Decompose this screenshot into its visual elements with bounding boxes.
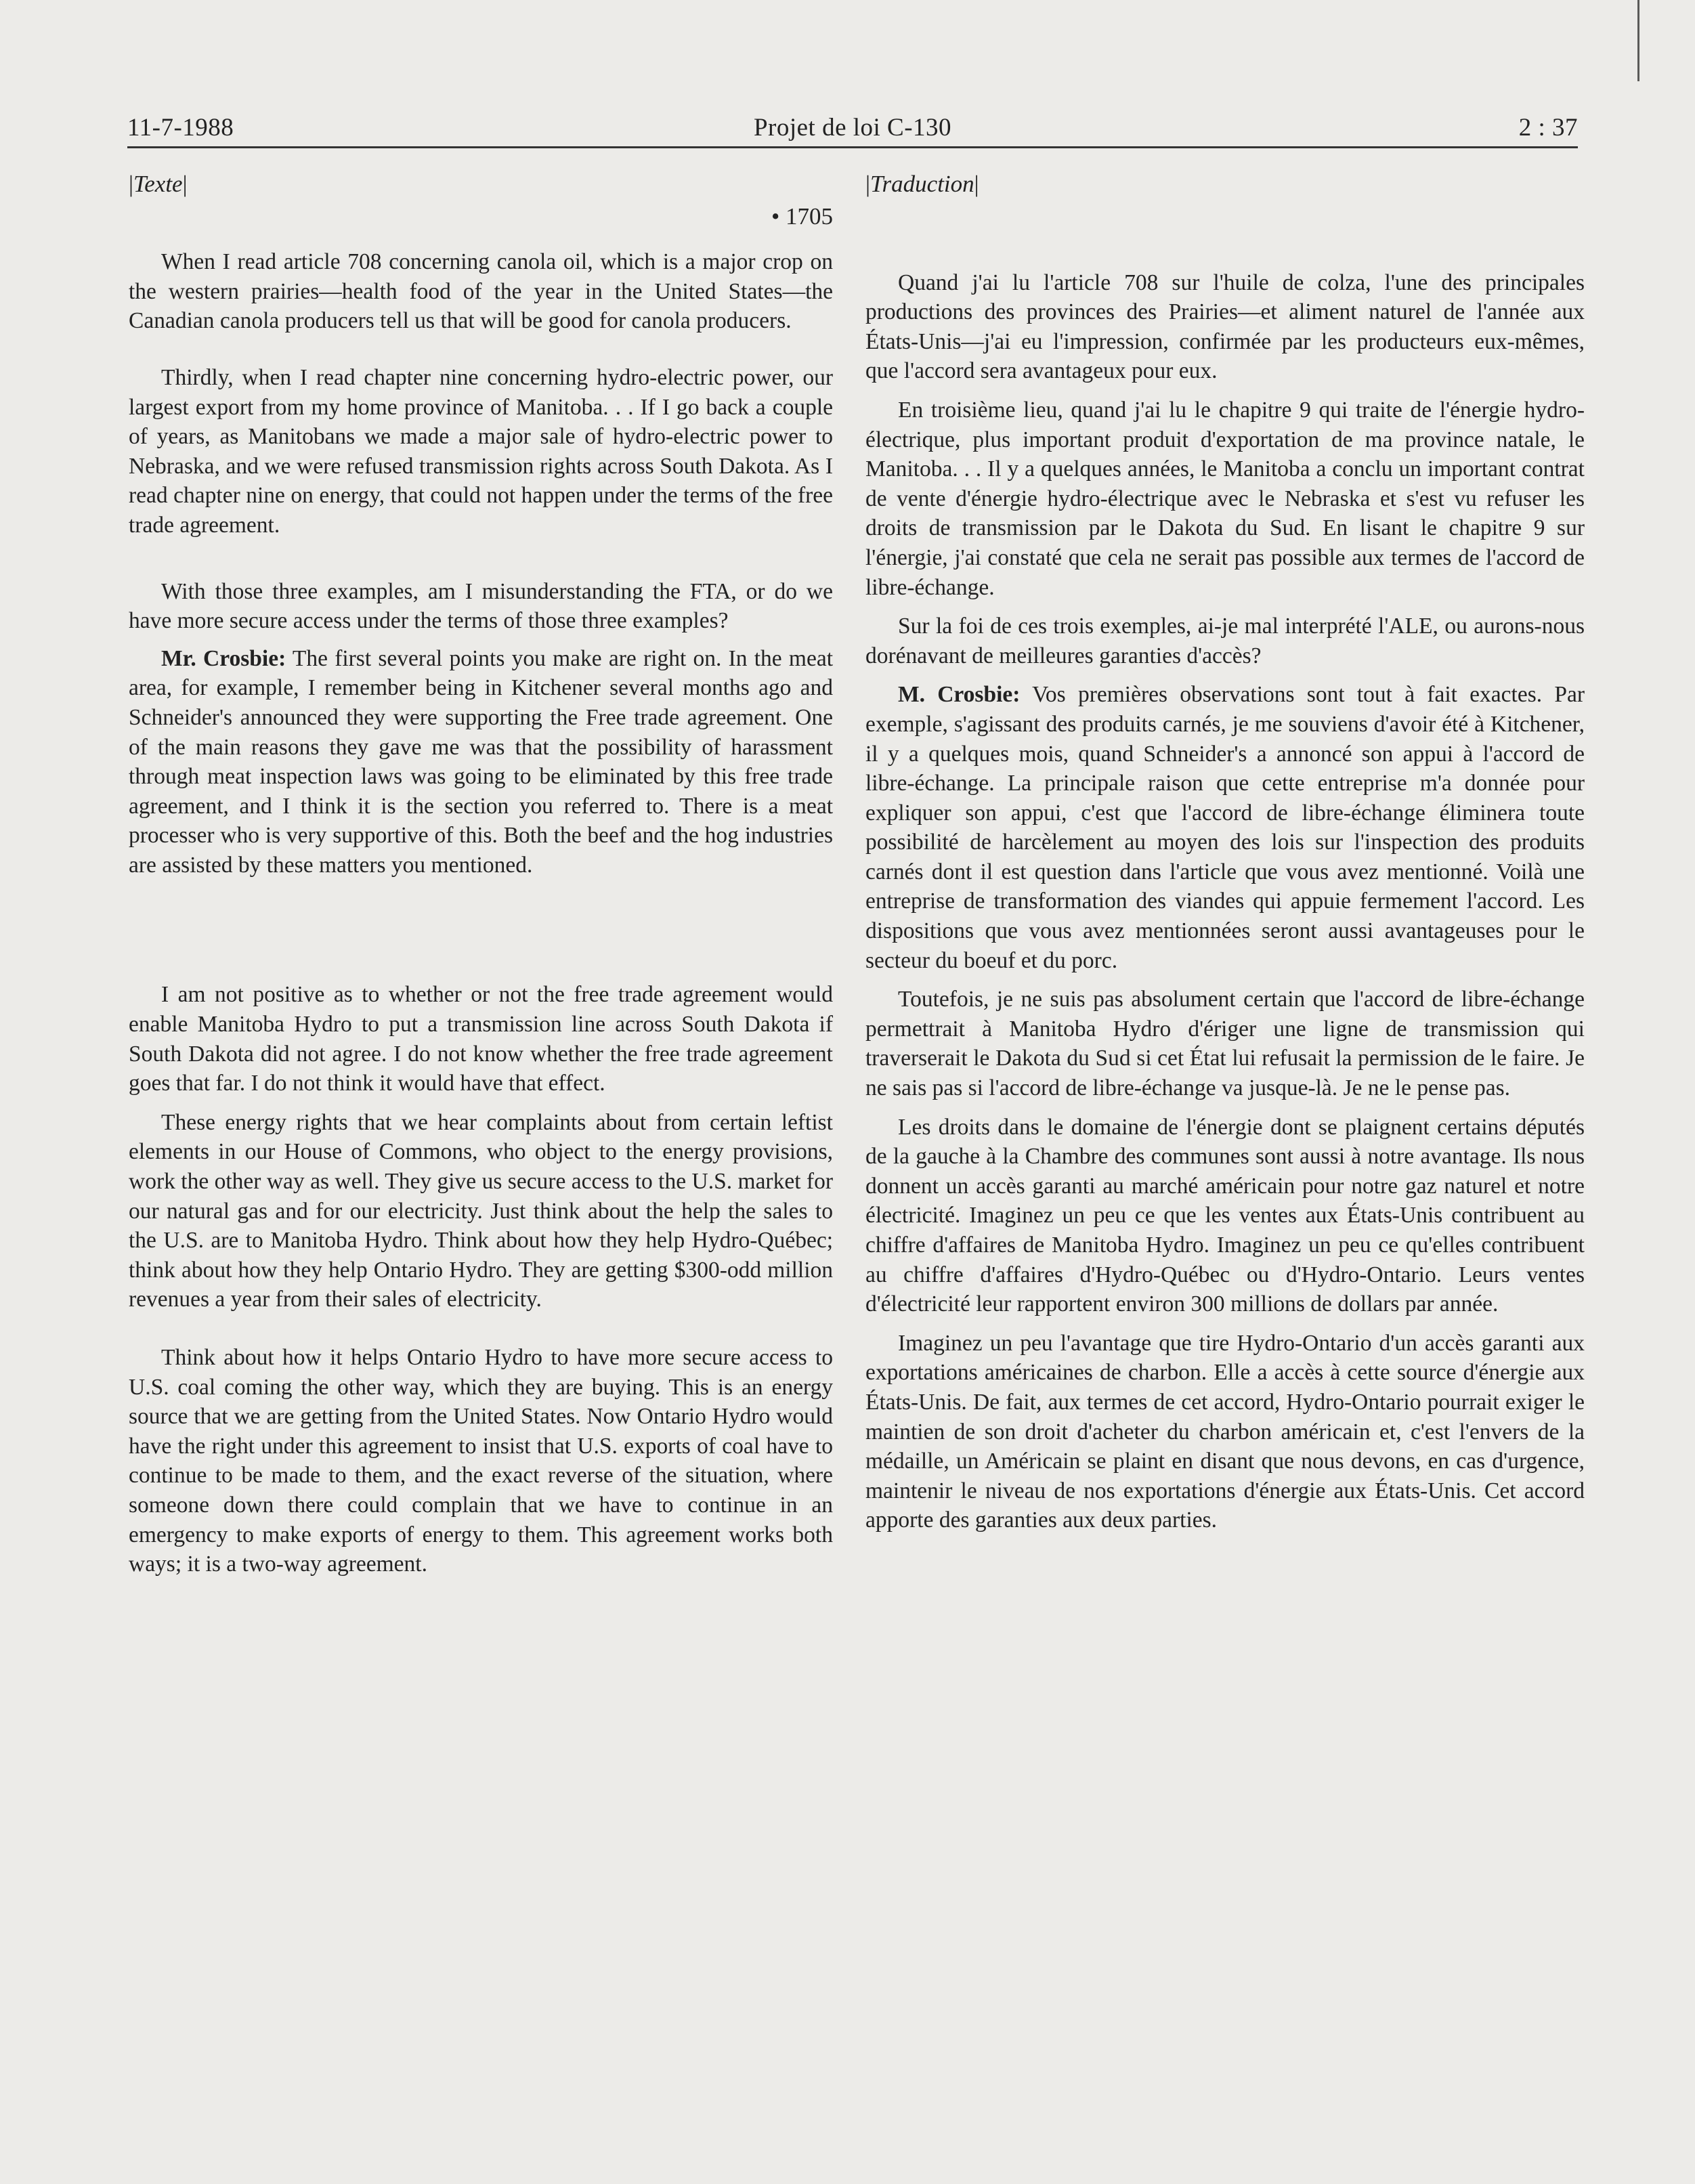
french-paragraph-3: Sur la foi de ces trois exemples, ai-je mal interprété l'ALE, ou aurons-nous dorénavant de meilleures garanties d'accès? — [865, 614, 1585, 668]
french-column-label: |Traduction| — [865, 171, 979, 197]
header-title: Projet de loi C-130 — [753, 114, 952, 142]
time-stamp: • 1705 — [771, 202, 833, 230]
header-page-number: 2 : 37 — [1518, 114, 1578, 142]
english-paragraph-6: These energy rights that we hear complaints about from certain leftist elements in our House of Commons, who object to the energy provisions, work the other way as well. They give us secure access to the U.S. market for our natural gas and for our electricity. Just think about the help the sales to the U.S. are to Manitoba Hydro. Think about how they help Hydro-Québec; think about how they help Ontario Hydro. They are getting $300-odd million revenues a year from their sales of electricity. — [129, 1109, 833, 1312]
page-edge-line — [1637, 0, 1639, 81]
speaker-name: Mr. Crosbie: — [161, 645, 286, 671]
french-paragraph-7: Imaginez un peu l'avantage que tire Hydro-Ontario d'un accès garanti aux exportations américaines de charbon. Elle a accès à cette source d'énergie aux États-Unis. De fait, aux termes de cet accord, Hydro-Ontario pourrait exiger le maintien de son droit d'acheter du charbon américain et, c'est l'envers de la médaille, un Américain se plaint en disant que nous devons, en cas d'urgence, maintenir le niveau de nos exportations d'énergie aux États-Unis. Cet accord apporte des garanties aux deux parties. — [865, 1330, 1585, 1533]
english-paragraph-5: I am not positive as to whether or not the free trade agreement would enable Manitoba Hydro to put a transmission line across South Dakota if South Dakota did not agree. I do not know whether the free trade agreement goes that far. I do not think it would have that effect. — [129, 982, 833, 1096]
french-paragraph-4: M. Crosbie: Vos premières observations sont tout à fait exactes. Par exemple, s'agissant des produits carnés, je me souviens d'avoir été à Kitchener, il y a quelques mois, quand Schneider's a annoncé son appui à l'accord de libre-échange. La principale raison que cette entreprise m'a donnée pour expliquer son appui, c'est que l'accord de libre-échange éliminera toute possibilité de harcèlement au moyen des lois sur l'inspection des produits carnés dont il est question dans l'article que vous avez mentionné. Voilà une entreprise de transformation des viandes qui appuie fermement l'accord. Les dispositions que vous avez mentionnées seront aussi avantageuses pour le secteur du boeuf et du porc. — [865, 682, 1585, 973]
page-header — [127, 108, 1578, 148]
french-paragraph-2: En troisième lieu, quand j'ai lu le chapitre 9 qui traite de l'énergie hydro-électrique, plus important produit d'exportation de ma province natale, le Manitoba. . . Il y a quelques années, le Manitoba a conclu un important contrat de vente d'énergie hydro-électrique avec le Nebraska et s'est vu refuser les droits de transmission par le Dakota du Sud. En lisant le chapitre 9 sur l'énergie, j'ai constaté que cela ne serait pas possible aux termes de l'accord de libre-échange. — [865, 397, 1585, 600]
english-paragraph-1: When I read article 708 concerning canola oil, which is a major crop on the western prairies—health food of the year in the United States—the Canadian canola producers tell us that will be good for canola producers. — [129, 249, 833, 334]
english-paragraph-7: Think about how it helps Ontario Hydro to have more secure access to U.S. coal coming the other way, which they are buying. This is an energy source that we are getting from the United States. Now Ontario Hydro would have the right under this agreement to insist that U.S. exports of coal have to continue to be made to them, and the exact reverse of the situation, where someone down there could complain that we have to continue in an emergency to make exports of energy to them. This agreement works both ways; it is a two-way agreement. — [129, 1345, 833, 1577]
english-paragraph-2: Thirdly, when I read chapter nine concerning hydro-electric power, our largest export from my home province of Manitoba. . . If I go back a couple of years, as Manitobans we made a major sale of hydro-electric power to Nebraska, and we were refused transmission rights across South Dakota. As I read chapter nine on energy, that could not happen under the terms of the free trade agreement. — [129, 364, 833, 538]
french-column — [865, 169, 1585, 1535]
speaker-name: M. Crosbie: — [898, 682, 1021, 708]
english-paragraph-3: With those three examples, am I misunderstanding the FTA, or do we have more secure access under the terms of those three examples? — [129, 578, 833, 634]
english-column-label: |Texte| — [129, 171, 188, 197]
english-paragraph-4: Mr. Crosbie: The first several points you make are right on. In the meat area, for example, I remember being in Kitchener several months ago and Schneider's announced they were supporting the Free trade agreement. One of the main reasons they gave me was that the possibility of harassment through meat inspection laws was going to be eliminated by this free trade agreement, and I think it is the section you referred to. There is a meat processer who is very supportive of this. Both the beef and the hog industries are assisted by these matters you mentioned. — [129, 645, 833, 878]
french-paragraph-1: Quand j'ai lu l'article 708 sur l'huile de colza, l'une des principales productions des provinces des Prairies—et aliment naturel de l'année aux États-Unis—j'ai eu l'impression, confirmée par les producteurs eux-mêmes, que l'accord sera avantageux pour eux. — [865, 270, 1585, 384]
french-paragraph-5: Toutefois, je ne suis pas absolument certain que l'accord de libre-échange permettrait à Manitoba Hydro d'ériger une ligne de transmission qui traverserait le Dakota du Sud si cet État lui refusait la permission de le faire. Je ne sais pas si l'accord de libre-échange va jusque-là. Je ne le pense pas. — [865, 987, 1585, 1101]
header-date: 11-7-1988 — [127, 114, 234, 142]
english-column — [129, 169, 833, 1579]
french-paragraph-6: Les droits dans le domaine de l'énergie dont se plaignent certains députés de la gauche à la Chambre des communes sont aussi à notre avantage. Ils nous donnent un accès garanti au marché américain pour notre gaz naturel et notre électricité. Imaginez un peu ce que les ventes aux États-Unis contribuent au chiffre d'affaires de Manitoba Hydro. Imaginez un peu ce qu'elles contribuent au chiffre d'affaires d'Hydro-Québec ou d'Hydro-Ontario. Leurs ventes d'électricité leur rapportent environ 300 millions de dollars par année. — [865, 1114, 1585, 1317]
